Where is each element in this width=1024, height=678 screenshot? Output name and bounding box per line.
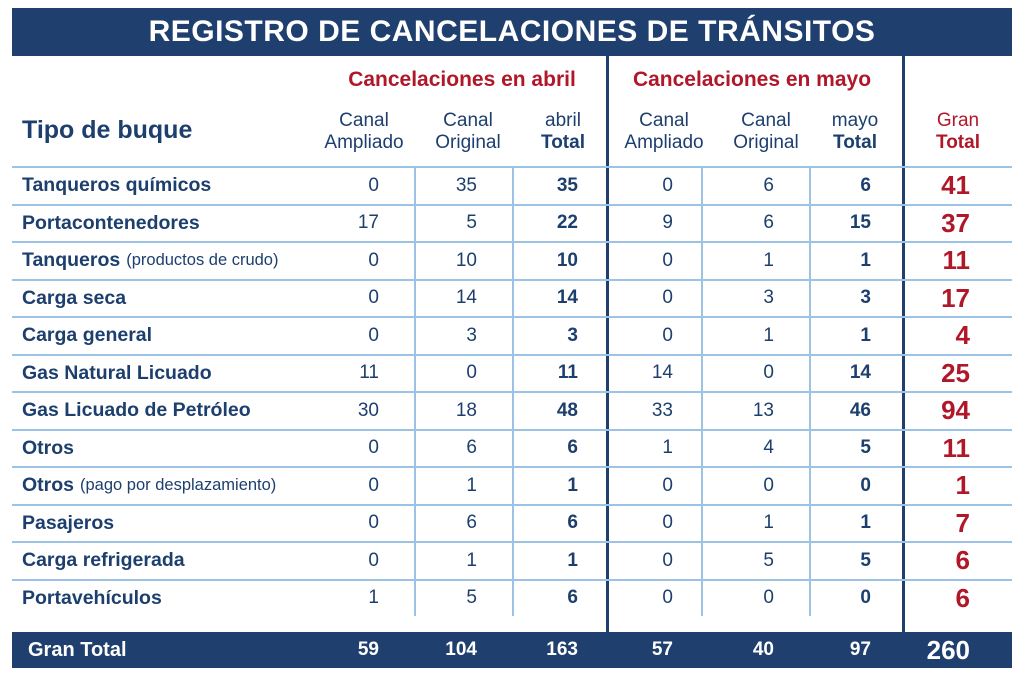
cell-canal-original-mayo: 1 <box>763 249 774 271</box>
cell-mayo-total: 1 <box>860 324 871 346</box>
cell-canal-original-mayo: 0 <box>763 362 774 384</box>
cell-mayo-total: 0 <box>860 587 871 609</box>
row-label-main: Tanqueros <box>22 249 121 272</box>
cell-canal-ampliado-abril: 0 <box>368 474 379 496</box>
cell-separator <box>701 581 703 617</box>
cell-canal-ampliado-mayo: 0 <box>662 474 673 496</box>
cell-mayo-total: 5 <box>860 549 871 571</box>
cell-separator <box>701 506 703 542</box>
cell-separator <box>809 506 811 542</box>
cell-canal-ampliado-mayo: 9 <box>662 212 673 234</box>
type-column-header: Tipo de buque <box>22 116 193 144</box>
header-abril-total: abril Total <box>541 110 585 153</box>
cell-abril-total: 3 <box>567 324 578 346</box>
cell-canal-ampliado-mayo: 14 <box>651 362 673 384</box>
cell-separator <box>512 468 514 504</box>
row-label-main: Pasajeros <box>22 511 115 534</box>
table-row <box>12 166 1012 204</box>
cell-separator <box>701 543 703 579</box>
cell-canal-original-abril: 0 <box>466 362 477 384</box>
header-canal-original-abril: Canal Original <box>435 110 501 153</box>
cell-separator <box>701 468 703 504</box>
row-label <box>22 243 278 279</box>
total-abril-total: 163 <box>546 639 578 660</box>
cell-gran-total: 6 <box>955 545 970 576</box>
total-mayo-total: 97 <box>849 639 871 660</box>
table-row <box>12 579 1012 617</box>
cell-canal-original-abril: 1 <box>466 549 477 571</box>
cell-separator <box>701 168 703 204</box>
cell-separator <box>414 393 416 429</box>
table-title: REGISTRO DE CANCELACIONES DE TRÁNSITOS <box>12 8 1012 56</box>
cell-canal-ampliado-abril: 0 <box>368 437 379 459</box>
table-row <box>12 429 1012 467</box>
cell-separator <box>809 243 811 279</box>
row-label-main: Otros <box>22 436 75 459</box>
cell-separator <box>414 543 416 579</box>
row-label-main: Otros <box>22 474 75 497</box>
row-label <box>22 506 114 542</box>
row-label-main: Tanqueros químicos <box>22 174 212 197</box>
row-label-main: Gas Licuado de Petróleo <box>22 399 251 422</box>
cell-canal-original-abril: 6 <box>466 512 477 534</box>
cell-separator <box>414 581 416 617</box>
cell-canal-ampliado-mayo: 0 <box>662 549 673 571</box>
cell-gran-total: 6 <box>955 582 970 613</box>
cell-canal-original-mayo: 1 <box>763 324 774 346</box>
cell-separator <box>414 243 416 279</box>
cell-gran-total: 94 <box>941 395 970 426</box>
row-label <box>22 581 162 617</box>
cell-separator <box>701 243 703 279</box>
cell-separator <box>414 318 416 354</box>
cell-separator <box>809 206 811 242</box>
cell-canal-original-abril: 5 <box>466 587 477 609</box>
cell-abril-total: 1 <box>567 549 578 571</box>
cell-canal-original-mayo: 0 <box>763 587 774 609</box>
cell-abril-total: 6 <box>567 437 578 459</box>
cell-mayo-total: 14 <box>849 362 871 384</box>
header-canal-ampliado-abril: Canal Ampliado <box>324 110 404 153</box>
row-label-main: Carga refrigerada <box>22 549 185 572</box>
cell-canal-original-mayo: 4 <box>763 437 774 459</box>
cell-canal-original-mayo: 1 <box>763 512 774 534</box>
row-label <box>22 393 251 429</box>
header-canal-ampliado-mayo: Canal Ampliado <box>624 110 704 153</box>
row-label <box>22 168 211 204</box>
cell-mayo-total: 15 <box>849 212 871 234</box>
cell-separator <box>512 506 514 542</box>
cell-separator <box>414 281 416 317</box>
cell-separator <box>701 356 703 392</box>
cell-canal-ampliado-abril: 0 <box>368 249 379 271</box>
cell-canal-original-abril: 10 <box>455 249 477 271</box>
header-mayo-total: mayo Total <box>831 110 879 153</box>
cell-separator <box>809 168 811 204</box>
table-row <box>12 241 1012 279</box>
cell-abril-total: 6 <box>567 587 578 609</box>
cell-canal-ampliado-abril: 30 <box>357 399 379 421</box>
cell-gran-total: 11 <box>942 432 970 463</box>
cell-gran-total: 17 <box>941 282 970 313</box>
grand-total-label: Gran Total <box>28 638 127 661</box>
cell-gran-total: 25 <box>941 357 970 388</box>
cell-separator <box>809 543 811 579</box>
cell-separator <box>414 168 416 204</box>
cell-separator <box>701 281 703 317</box>
cell-separator <box>701 431 703 467</box>
row-label-sub: (productos de crudo) <box>126 251 279 270</box>
cell-abril-total: 11 <box>557 362 578 384</box>
cell-gran-total: 41 <box>941 170 970 201</box>
cell-abril-total: 14 <box>556 287 578 309</box>
group-label-mayo: Cancelaciones en mayo <box>632 68 872 91</box>
cell-separator <box>414 506 416 542</box>
cell-canal-ampliado-mayo: 33 <box>651 399 673 421</box>
cell-abril-total: 22 <box>556 212 578 234</box>
cell-canal-original-abril: 18 <box>455 399 477 421</box>
table-row <box>12 541 1012 579</box>
cell-canal-original-mayo: 6 <box>763 174 774 196</box>
row-label <box>22 543 185 579</box>
table-row <box>12 504 1012 542</box>
cell-separator <box>414 206 416 242</box>
cell-separator <box>512 281 514 317</box>
cell-separator <box>809 581 811 617</box>
cell-canal-ampliado-abril: 0 <box>368 512 379 534</box>
cell-canal-original-mayo: 0 <box>763 474 774 496</box>
cell-separator <box>809 393 811 429</box>
cell-abril-total: 35 <box>556 174 578 196</box>
cell-mayo-total: 1 <box>860 512 871 534</box>
cell-separator <box>512 393 514 429</box>
total-gran-total: 260 <box>926 634 970 665</box>
cell-canal-original-abril: 1 <box>466 474 477 496</box>
cell-separator <box>512 431 514 467</box>
cell-abril-total: 1 <box>567 474 578 496</box>
cell-canal-original-abril: 3 <box>466 324 477 346</box>
cell-canal-ampliado-abril: 1 <box>368 587 379 609</box>
cell-canal-ampliado-abril: 0 <box>368 287 379 309</box>
cell-separator <box>414 468 416 504</box>
row-label <box>22 318 152 354</box>
total-canal-ampliado-mayo: 57 <box>651 639 673 660</box>
cell-canal-ampliado-abril: 0 <box>368 549 379 571</box>
cell-canal-ampliado-abril: 0 <box>368 324 379 346</box>
cell-separator <box>809 281 811 317</box>
cell-separator <box>414 356 416 392</box>
row-label <box>22 281 126 317</box>
header-gran-total: Gran Total <box>936 110 980 153</box>
cell-separator <box>701 318 703 354</box>
row-label-main: Gas Natural Licuado <box>22 361 212 384</box>
cell-abril-total: 10 <box>556 249 578 271</box>
row-label <box>22 206 200 242</box>
cell-separator <box>809 356 811 392</box>
cell-gran-total: 1 <box>955 470 970 501</box>
cell-canal-ampliado-mayo: 0 <box>662 324 673 346</box>
cell-separator <box>809 318 811 354</box>
row-label <box>22 468 276 504</box>
cell-separator <box>512 543 514 579</box>
cell-separator <box>512 243 514 279</box>
cell-separator <box>512 356 514 392</box>
row-label-main: Portavehículos <box>22 586 162 609</box>
cell-canal-ampliado-mayo: 0 <box>662 249 673 271</box>
row-label-main: Portacontenedores <box>22 211 200 234</box>
table-row <box>12 354 1012 392</box>
cell-canal-original-mayo: 6 <box>763 212 774 234</box>
cell-mayo-total: 1 <box>860 249 871 271</box>
row-label-main: Carga seca <box>22 286 127 309</box>
table-row <box>12 466 1012 504</box>
cell-separator <box>512 581 514 617</box>
total-canal-original-abril: 104 <box>445 639 477 660</box>
row-label-sub: (pago por desplazamiento) <box>80 476 277 495</box>
cell-separator <box>701 393 703 429</box>
cell-canal-original-abril: 5 <box>466 212 477 234</box>
cell-canal-original-abril: 35 <box>455 174 477 196</box>
cell-mayo-total: 5 <box>860 437 871 459</box>
row-label <box>22 356 212 392</box>
cell-canal-original-mayo: 3 <box>763 287 774 309</box>
row-label <box>22 431 74 467</box>
cell-canal-ampliado-abril: 17 <box>357 212 379 234</box>
cell-canal-ampliado-mayo: 1 <box>662 437 673 459</box>
cell-gran-total: 37 <box>941 207 970 238</box>
table-row <box>12 316 1012 354</box>
cell-separator <box>809 431 811 467</box>
cell-gran-total: 4 <box>955 320 970 351</box>
cell-canal-ampliado-abril: 11 <box>359 362 379 384</box>
cell-separator <box>512 206 514 242</box>
grand-total-row <box>12 632 1012 668</box>
cell-canal-ampliado-mayo: 0 <box>662 512 673 534</box>
cell-gran-total: 7 <box>955 507 970 538</box>
cell-canal-ampliado-mayo: 0 <box>662 287 673 309</box>
table-body <box>12 166 1012 616</box>
cell-separator <box>512 318 514 354</box>
cell-canal-original-mayo: 5 <box>763 549 774 571</box>
table-row <box>12 204 1012 242</box>
cell-separator <box>809 468 811 504</box>
cell-canal-original-abril: 14 <box>455 287 477 309</box>
total-canal-original-mayo: 40 <box>752 639 774 660</box>
cell-canal-ampliado-mayo: 0 <box>662 174 673 196</box>
cell-mayo-total: 3 <box>860 287 871 309</box>
header-canal-original-mayo: Canal Original <box>733 110 799 153</box>
cell-canal-ampliado-abril: 0 <box>368 174 379 196</box>
cell-mayo-total: 0 <box>860 474 871 496</box>
cell-abril-total: 6 <box>567 512 578 534</box>
cell-mayo-total: 46 <box>849 399 871 421</box>
row-label-main: Carga general <box>22 324 153 347</box>
table-row <box>12 279 1012 317</box>
group-label-abril: Cancelaciones en abril <box>348 68 576 91</box>
table-row <box>12 391 1012 429</box>
cell-mayo-total: 6 <box>860 174 871 196</box>
cell-canal-ampliado-mayo: 0 <box>662 587 673 609</box>
cell-separator <box>414 431 416 467</box>
cell-canal-original-abril: 6 <box>466 437 477 459</box>
cell-abril-total: 48 <box>556 399 578 421</box>
cell-separator <box>701 206 703 242</box>
cell-canal-original-mayo: 13 <box>752 399 774 421</box>
cell-gran-total: 11 <box>942 245 970 276</box>
cell-separator <box>512 168 514 204</box>
total-canal-ampliado-abril: 59 <box>357 639 379 660</box>
